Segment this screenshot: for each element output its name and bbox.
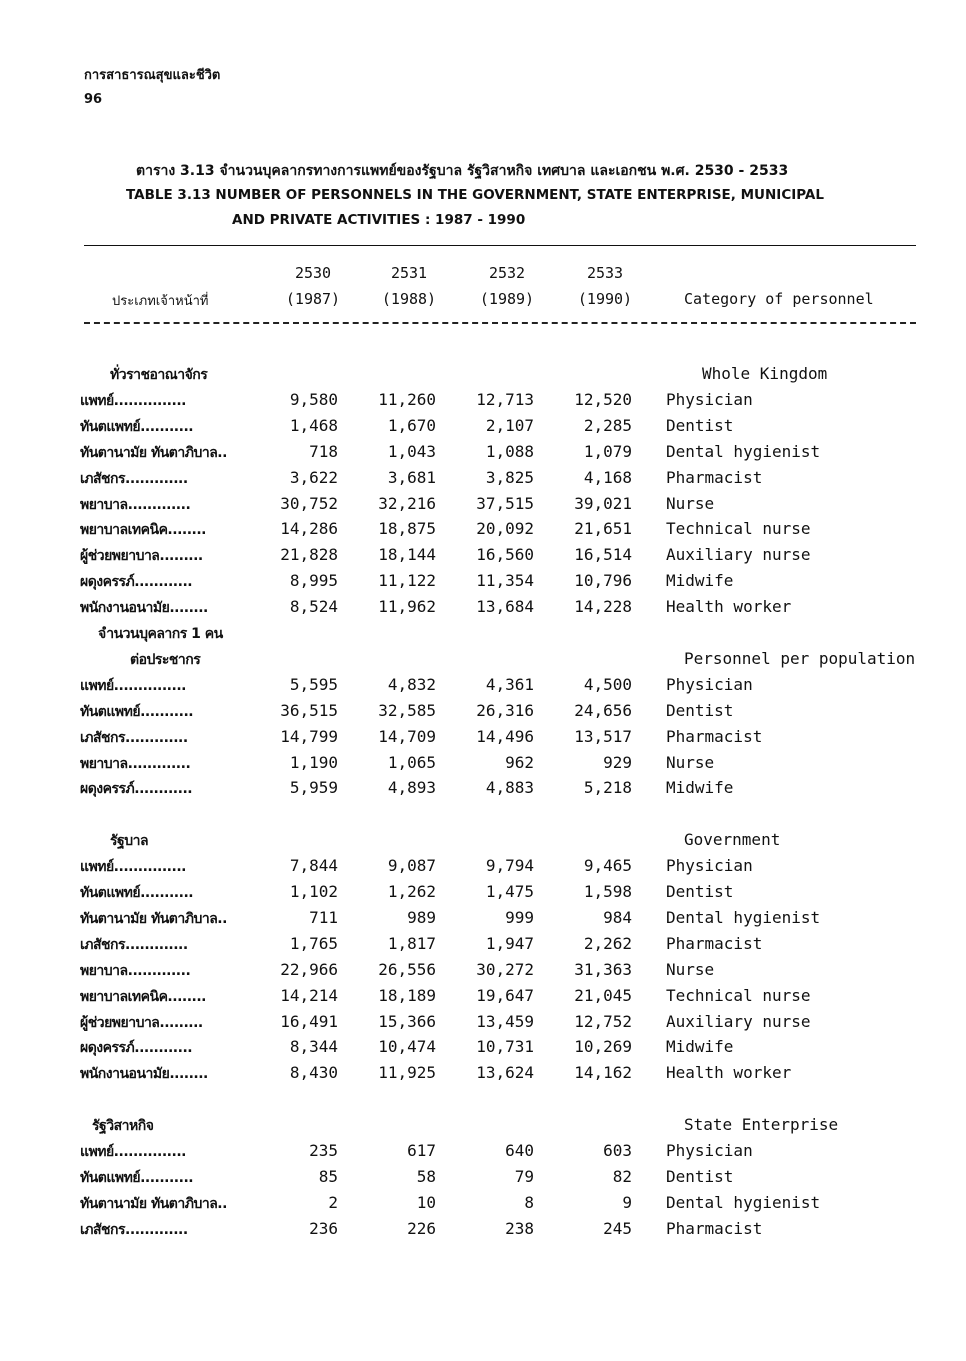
cell-value: 9 [622,1192,632,1212]
cell-value: 226 [407,1218,436,1238]
cell-value: 7,844 [289,856,338,876]
category-thai: ทันตแพทย์........... [80,703,194,720]
cell-value: 8,995 [289,571,338,591]
cell-value: 18,189 [378,985,436,1005]
category-thai: พยาบาลเทคนิค........ [80,988,206,1005]
cell-value: 718 [309,441,338,461]
table-row [0,1193,966,1219]
col-header-eng: Category of personnel [684,290,874,308]
cell-value: 12,520 [574,389,632,409]
category-eng: Physician [666,1141,753,1160]
col-year-ce-3: (1989) [479,290,535,308]
cell-value: 640 [505,1141,534,1160]
table-row [0,1219,966,1245]
category-thai: เภสัชกร............. [80,470,188,487]
section-label-thai: ต่อประชากร [130,651,201,668]
table-row [0,1141,966,1167]
table-row [0,727,966,753]
category-thai: แพทย์............... [80,859,186,876]
header-dashed-rule [84,322,916,324]
cell-value: 5,595 [289,674,338,694]
category-eng: Nurse [666,493,715,513]
cell-value: 1,947 [485,933,534,953]
category-thai: เภสัชกร............. [80,1221,188,1238]
table-row [0,519,966,545]
section-label-eng: Personnel per population [684,648,916,668]
category-eng: Physician [666,856,753,876]
category-thai: แพทย์............... [80,677,186,694]
category-thai: ทันตแพทย์........... [80,418,194,435]
category-eng: Health worker [666,1063,792,1083]
cell-value: 8,524 [289,597,338,617]
cell-value: 999 [505,907,534,927]
table-row [0,1037,966,1063]
col-year-be-2: 2531 [390,264,428,282]
cell-value: 1,765 [289,933,338,953]
cell-value: 1,043 [387,441,436,461]
cell-value: 10,796 [574,571,632,591]
category-eng: Pharmacist [666,1218,763,1238]
cell-value: 11,354 [476,571,534,591]
cell-value: 14,228 [574,597,632,617]
cell-value: 11,925 [378,1063,436,1083]
cell-value: 984 [603,907,632,927]
cell-value: 13,624 [476,1063,534,1083]
spacer-row [0,804,966,830]
section-row [0,649,966,675]
section-row [0,830,966,856]
cell-value: 235 [309,1141,338,1160]
cell-value: 2,262 [583,933,632,953]
table-row [0,856,966,882]
cell-value: 11,260 [378,389,436,409]
col-year-ce-4: (1990) [577,290,633,308]
category-thai: ทันตานามัย ทันตาภิบาล.. [80,1195,227,1212]
cell-value: 8 [524,1192,534,1212]
category-thai: ทันตานามัย ทันตาภิบาล.. [80,910,227,927]
category-thai: ผดุงครรภ์............ [80,781,193,798]
cell-value: 929 [603,752,632,772]
cell-value: 4,500 [583,674,632,694]
cell-value: 18,144 [378,545,436,565]
category-eng: Dentist [666,415,734,435]
category-thai: แพทย์............... [80,392,186,409]
cell-value: 85 [318,1166,338,1186]
cell-value: 4,832 [387,674,436,694]
category-thai: เภสัชกร............. [80,729,188,746]
category-eng: Dentist [666,882,734,901]
cell-value: 10,474 [378,1037,436,1057]
section-row [0,364,966,390]
table-row [0,882,966,908]
cell-value: 12,752 [574,1011,632,1031]
category-thai: พยาบาล............. [80,755,191,772]
cell-value: 5,959 [289,778,338,798]
cell-value: 22,966 [280,959,338,979]
cell-value: 79 [514,1166,534,1186]
category-eng: Midwife [666,571,734,591]
cell-value: 36,515 [280,700,338,720]
cell-value: 4,883 [485,778,534,798]
cell-value: 11,962 [378,597,436,617]
cell-value: 14,709 [378,726,436,746]
category-eng: Midwife [666,1037,734,1057]
table-row [0,934,966,960]
cell-value: 962 [505,752,534,772]
category-thai: ทันตแพทย์........... [80,885,194,901]
table-row [0,468,966,494]
cell-value: 14,799 [280,726,338,746]
cell-value: 11,122 [378,571,436,591]
category-eng: Health worker [666,597,792,617]
col-year-ce-2: (1988) [381,290,437,308]
cell-value: 16,560 [476,545,534,565]
cell-value: 9,465 [583,856,632,876]
cell-value: 24,656 [574,700,632,720]
top-rule [84,245,916,246]
table-row [0,442,966,468]
category-eng: Technical nurse [666,985,811,1005]
table-row [0,1012,966,1038]
cell-value: 21,045 [574,985,632,1005]
category-eng: Nurse [666,752,715,772]
cell-value: 1,262 [387,882,436,901]
cell-value: 16,491 [280,1011,338,1031]
cell-value: 13,517 [574,726,632,746]
cell-value: 2,285 [583,415,632,435]
section-label-eng: Government [684,830,781,850]
cell-value: 14,214 [280,985,338,1005]
col-year-be-1: 2530 [294,264,332,282]
cell-value: 39,021 [574,493,632,513]
category-eng: Pharmacist [666,726,763,746]
category-thai: พยาบาลเทคนิค........ [80,522,206,539]
category-eng: Dentist [666,1166,734,1186]
category-eng: Pharmacist [666,933,763,953]
cell-value: 14,162 [574,1063,632,1083]
category-thai: พนักงานอนามัย........ [80,600,208,617]
cell-value: 1,475 [485,882,534,901]
spacer-row [0,1089,966,1115]
cell-value: 9,087 [387,856,436,876]
cell-value: 1,065 [387,752,436,772]
table-title-eng-line1: TABLE 3.13 NUMBER OF PERSONNELS IN THE GOVERNMENT, STATE ENTERPRISE, MUNICIPAL [126,187,824,203]
cell-value: 1,817 [387,933,436,953]
cell-value: 30,752 [280,493,338,513]
table-row [0,416,966,442]
cell-value: 37,515 [476,493,534,513]
cell-value: 9,580 [289,389,338,409]
category-eng: Auxiliary nurse [666,1011,811,1031]
cell-value: 18,875 [378,519,436,539]
cell-value: 10,731 [476,1037,534,1057]
category-eng: Technical nurse [666,519,811,539]
cell-value: 3,681 [387,467,436,487]
cell-value: 20,092 [476,519,534,539]
book-title: การสาธารณสุขและชีวิต [84,68,221,83]
cell-value: 711 [309,907,338,927]
category-thai: ทันตานามัย ทันตาภิบาล.. [80,444,227,461]
section-label-eng: State Enterprise [684,1115,839,1135]
table-row [0,494,966,520]
page-number: 96 [84,92,103,107]
cell-value: 26,556 [378,959,436,979]
cell-value: 1,102 [289,882,338,901]
cell-value: 12,713 [476,389,534,409]
cell-value: 1,598 [583,882,632,901]
category-eng: Dental hygienist [666,1192,821,1212]
category-thai: พยาบาล............. [80,496,191,513]
cell-value: 1,468 [289,415,338,435]
cell-value: 82 [612,1166,632,1186]
category-eng: Auxiliary nurse [666,545,811,565]
cell-value: 1,670 [387,415,436,435]
cell-value: 4,168 [583,467,632,487]
cell-value: 2 [328,1192,338,1212]
table-row [0,545,966,571]
cell-value: 238 [505,1218,534,1238]
cell-value: 13,459 [476,1011,534,1031]
cell-value: 1,079 [583,441,632,461]
cell-value: 14,286 [280,519,338,539]
cell-value: 14,496 [476,726,534,746]
section-row [0,623,966,649]
cell-value: 26,316 [476,700,534,720]
table-row [0,960,966,986]
category-eng: Dentist [666,700,734,720]
category-thai: ผดุงครรภ์............ [80,574,193,591]
table-row [0,986,966,1012]
category-eng: Dental hygienist [666,907,821,927]
category-thai: แพทย์............... [80,1144,186,1160]
col-year-be-3: 2532 [488,264,526,282]
col-year-ce-1: (1987) [285,290,341,308]
cell-value: 603 [603,1141,632,1160]
cell-value: 8,430 [289,1063,338,1083]
cell-value: 15,366 [378,1011,436,1031]
category-eng: Pharmacist [666,467,763,487]
cell-value: 617 [407,1141,436,1160]
category-eng: Nurse [666,959,715,979]
section-label-eng: Whole Kingdom [702,364,828,383]
cell-value: 236 [309,1218,338,1238]
cell-value: 32,585 [378,700,436,720]
category-eng: Dental hygienist [666,441,821,461]
category-thai: ผู้ช่วยพยาบาล......... [80,548,203,565]
cell-value: 4,361 [485,674,534,694]
table-row [0,1167,966,1193]
cell-value: 13,684 [476,597,534,617]
cell-value: 16,514 [574,545,632,565]
cell-value: 31,363 [574,959,632,979]
cell-value: 4,893 [387,778,436,798]
category-thai: เภสัชกร............. [80,936,188,953]
col-header-thai: ประเภทเจ้าหน้าที่ [112,294,209,309]
category-thai: ผดุงครรภ์............ [80,1040,193,1057]
cell-value: 10 [416,1192,436,1212]
table-row [0,701,966,727]
cell-value: 2,107 [485,415,534,435]
category-eng: Midwife [666,778,734,798]
table-row [0,571,966,597]
section-row [0,1115,966,1141]
table-row [0,597,966,623]
cell-value: 9,794 [485,856,534,876]
cell-value: 19,647 [476,985,534,1005]
table-row [0,1063,966,1089]
cell-value: 1,190 [289,752,338,772]
table-row [0,778,966,804]
category-thai: ทันตแพทย์........... [80,1169,194,1186]
cell-value: 5,218 [583,778,632,798]
cell-value: 1,088 [485,441,534,461]
cell-value: 21,651 [574,519,632,539]
table-title-eng-line2: AND PRIVATE ACTIVITIES : 1987 - 1990 [232,212,526,228]
cell-value: 21,828 [280,545,338,565]
table-row [0,675,966,701]
category-thai: ผู้ช่วยพยาบาล......... [80,1014,203,1031]
section-label-thai: ทั่วราชอาณาจักร [110,367,208,383]
cell-value: 3,825 [485,467,534,487]
table-row [0,908,966,934]
section-label-thai: รัฐบาล [110,833,149,850]
category-eng: Physician [666,389,753,409]
cell-value: 58 [416,1166,436,1186]
cell-value: 989 [407,907,436,927]
section-label-thai: จำนวนบุคลากร 1 คน [98,626,223,642]
category-eng: Physician [666,674,753,694]
cell-value: 30,272 [476,959,534,979]
table-row [0,753,966,779]
cell-value: 32,216 [378,493,436,513]
cell-value: 245 [603,1218,632,1238]
section-label-thai: รัฐวิสาหกิจ [92,1118,154,1135]
category-thai: พนักงานอนามัย........ [80,1066,208,1083]
table-title-thai: ตาราง 3.13 จำนวนบุคลากรทางการแพทย์ของรัฐบาล รัฐวิสาหกิจ เทศบาล และเอกชน พ.ศ. 2530 - 2533 [136,163,789,179]
table-row [0,390,966,416]
category-thai: พยาบาล............. [80,962,191,979]
cell-value: 10,269 [574,1037,632,1057]
cell-value: 8,344 [289,1037,338,1057]
cell-value: 3,622 [289,467,338,487]
col-year-be-4: 2533 [586,264,624,282]
